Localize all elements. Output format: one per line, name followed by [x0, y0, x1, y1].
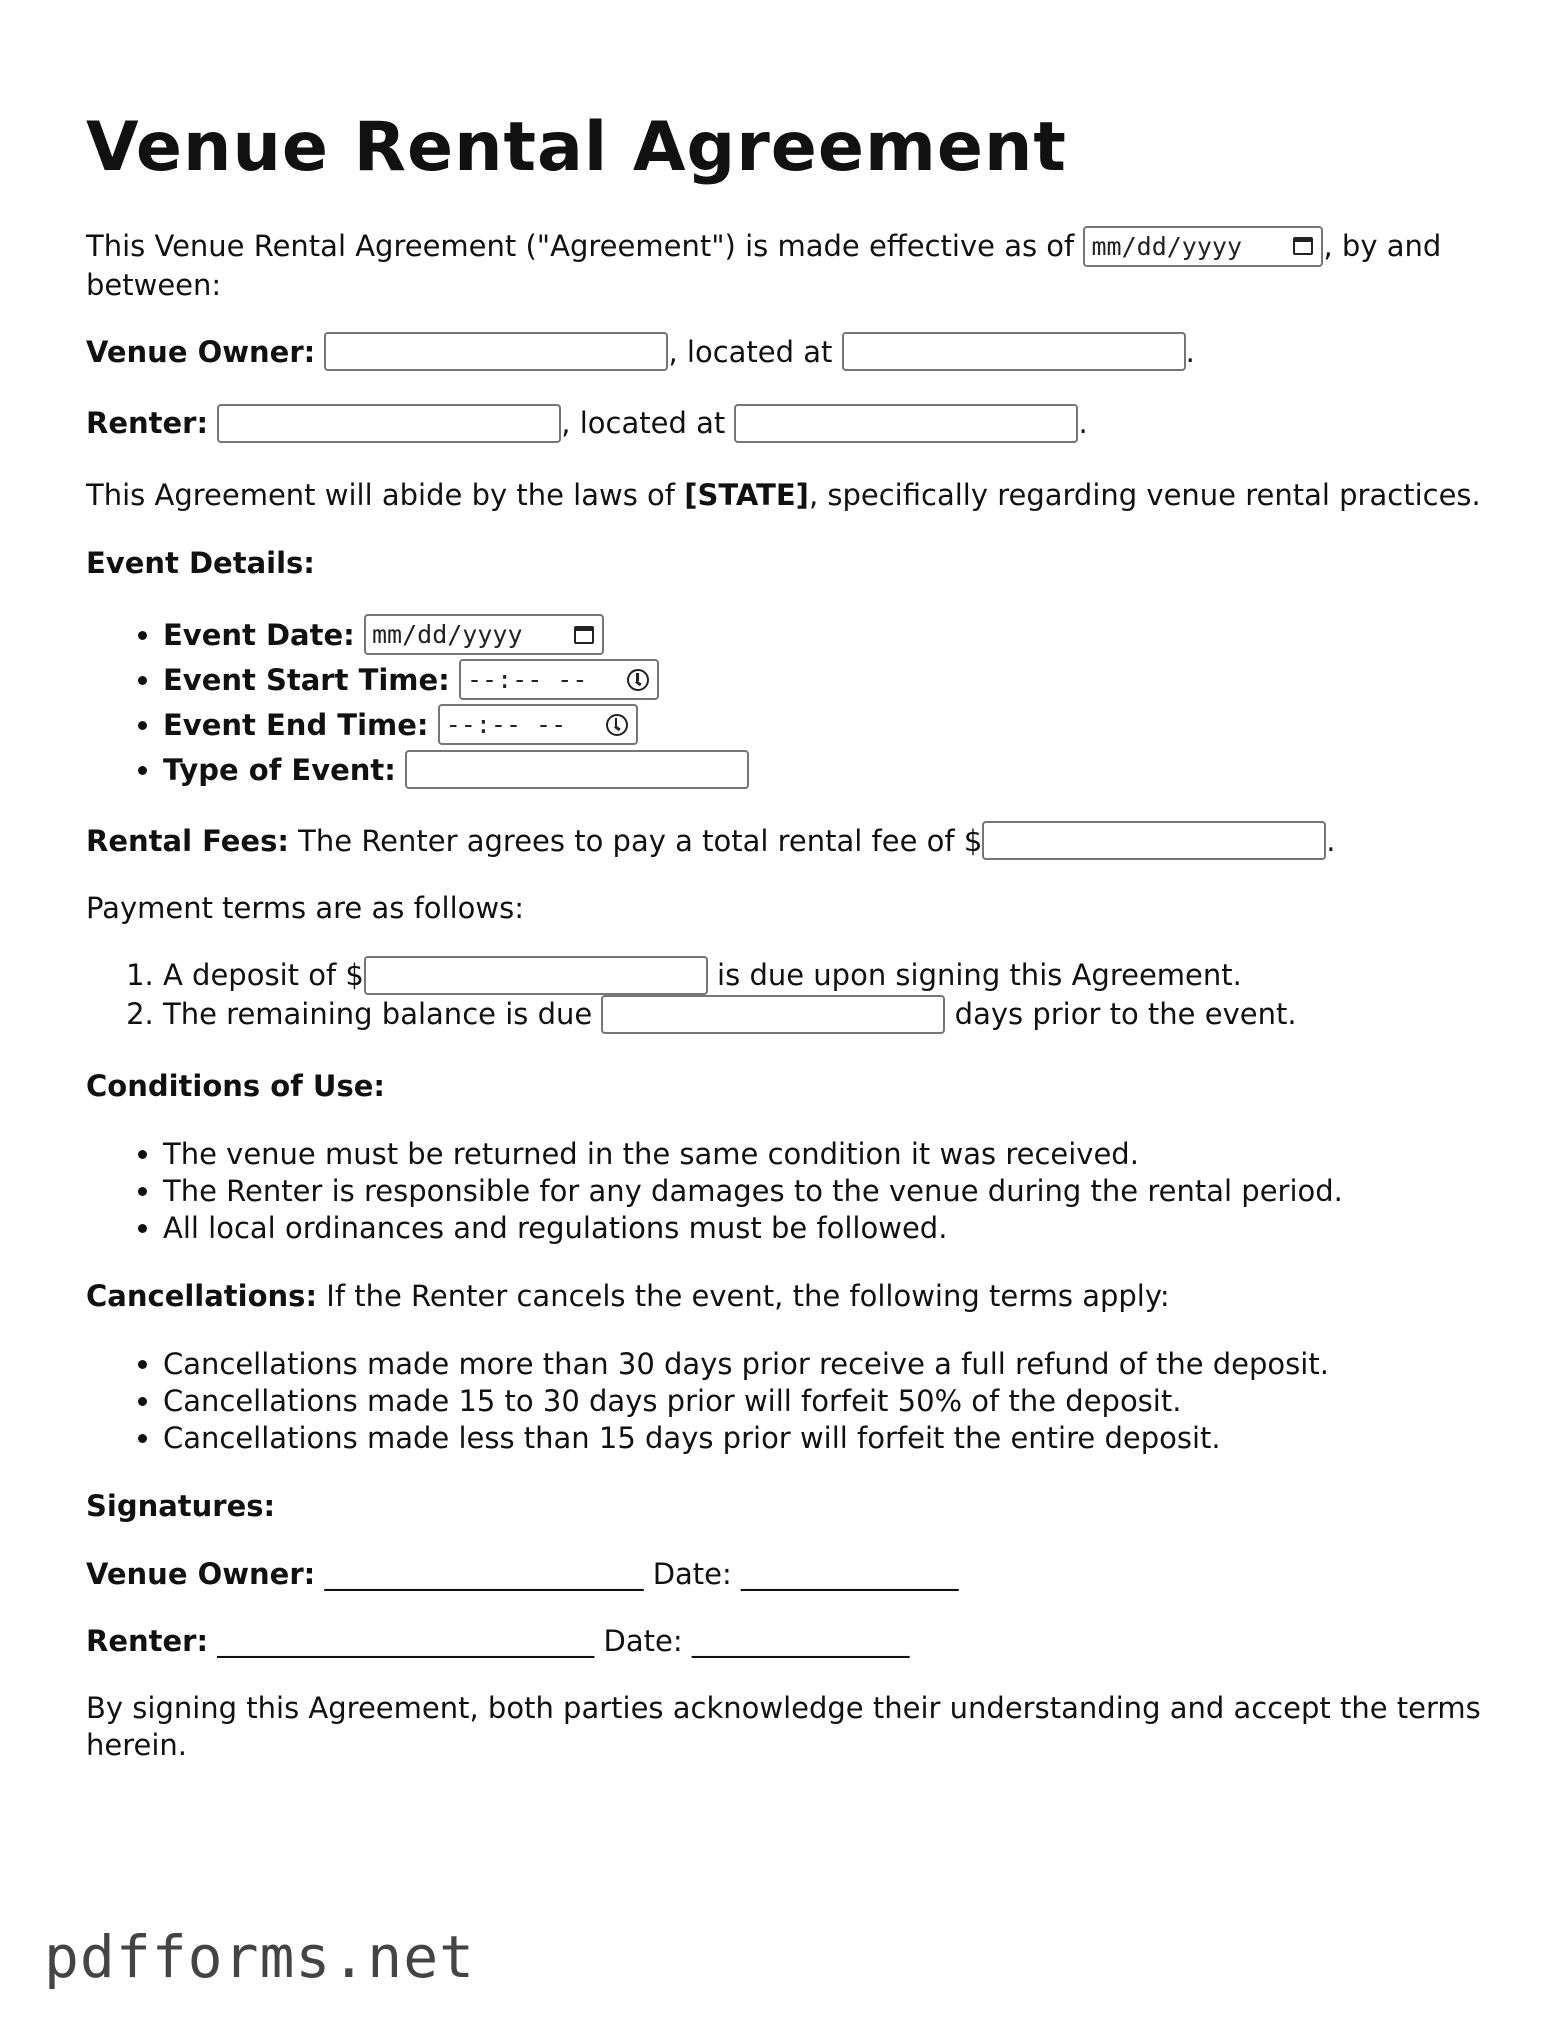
event-details-heading: Event Details: [86, 545, 315, 580]
venue-owner-located-text: , located at [668, 334, 842, 369]
venue-owner-label: Venue Owner: [86, 334, 316, 369]
deposit-amount-input[interactable] [364, 956, 708, 995]
intro-text: This Venue Rental Agreement ("Agreement") is made effective as of [86, 229, 1084, 263]
balance-text-end: days prior to the event. [945, 997, 1297, 1031]
conditions-list [86, 1136, 1486, 1247]
list-item [163, 658, 1486, 703]
list-item [163, 956, 1486, 995]
event-start-time-placeholder: --:-- -- [467, 665, 588, 694]
list-item: • The Renter is responsible for any damages to the venue during the rental period. [163, 1173, 1486, 1210]
cancellations-list [86, 1346, 1486, 1457]
renter-date-label: Date: [603, 1624, 683, 1658]
effective-date-input[interactable] [1083, 226, 1323, 267]
renter-name-input[interactable] [217, 404, 561, 443]
payment-terms-intro: Payment terms are as follows: [86, 891, 525, 925]
venue-owner-line [86, 334, 1486, 372]
list-item: • Cancellations made less than 15 days prior will forfeit the entire deposit. [163, 1420, 1486, 1457]
list-item [163, 613, 1486, 658]
event-start-time-label: Event Start Time: [163, 662, 450, 697]
renter-label: Renter: [86, 406, 209, 440]
owner-signature-line [86, 1556, 1486, 1593]
renter-located-text: , located at [561, 406, 735, 440]
owner-signature-blank: ______________________ [315, 1557, 653, 1591]
renter-line [86, 405, 1486, 443]
clock-icon[interactable] [606, 714, 628, 736]
event-end-time-placeholder: --:-- -- [445, 710, 567, 739]
event-type-input[interactable] [405, 750, 749, 789]
venue-owner-period: . [1185, 334, 1195, 369]
venue-owner-name-input[interactable] [324, 332, 668, 371]
calendar-icon[interactable] [574, 626, 594, 644]
event-end-time-input[interactable] [438, 704, 638, 745]
list-item: • Cancellations made more than 30 days prior receive a full refund of the deposit. [163, 1346, 1486, 1383]
page-title: Venue Rental Agreement [86, 108, 1067, 187]
cancellations-label: Cancellations: [86, 1279, 318, 1313]
rental-fees-text: The Renter agrees to pay a total rental fee of $ [288, 823, 983, 858]
list-item: • Cancellations made 15 to 30 days prior will forfeit 50% of the deposit. [163, 1383, 1486, 1420]
event-date-input[interactable] [364, 614, 604, 655]
rental-fee-input[interactable] [982, 821, 1326, 860]
event-date-placeholder: mm/dd/yyyy [371, 620, 523, 649]
deposit-text-end: is due upon signing this Agreement. [707, 958, 1242, 992]
renter-period: . [1078, 406, 1088, 440]
renter-address-input[interactable] [734, 404, 1078, 443]
rental-fees-label: Rental Fees: [86, 823, 289, 858]
list-item: • The venue must be returned in the same condition it was received. [163, 1136, 1486, 1173]
clock-icon[interactable] [627, 669, 649, 691]
list-item: • All local ordinances and regulations must be followed. [163, 1210, 1486, 1247]
deposit-text: A deposit of $ [163, 958, 364, 992]
renter-signature-label: Renter: [86, 1624, 209, 1658]
list-item [163, 703, 1486, 748]
balance-days-input[interactable] [601, 995, 945, 1034]
renter-date-blank: _______________ [682, 1624, 910, 1658]
event-type-label: Type of Event: [163, 752, 396, 787]
event-start-time-input[interactable] [459, 659, 659, 700]
venue-owner-address-input[interactable] [842, 332, 1186, 371]
cancellations-line [86, 1278, 1486, 1315]
state-clause-text-end: , specifically regarding venue rental practices. [808, 477, 1481, 512]
rental-fees-period: . [1326, 823, 1336, 858]
intro-paragraph [86, 228, 1486, 304]
owner-date-label: Date: [652, 1557, 732, 1591]
acknowledgement-paragraph: By signing this Agreement, both parties acknowledge their understanding and accept the terms herein. [86, 1691, 1481, 1762]
effective-date-placeholder: mm/dd/yyyy [1091, 231, 1242, 261]
owner-signature-label: Venue Owner: [86, 1557, 316, 1591]
rental-fees-line [86, 823, 1486, 861]
event-details-list [86, 613, 1486, 793]
state-placeholder: [STATE] [684, 477, 809, 512]
conditions-heading: Conditions of Use: [86, 1069, 385, 1103]
signatures-heading: Signatures: [86, 1489, 276, 1523]
list-item [163, 748, 1486, 793]
state-clause [86, 477, 1486, 514]
renter-signature-blank: __________________________ [208, 1624, 604, 1658]
payment-terms-list [86, 956, 1486, 1034]
brand-logo: pdfforms.net [44, 1923, 476, 1991]
intro-text-end: , by and between: [86, 229, 1442, 302]
renter-signature-line [86, 1623, 1486, 1660]
owner-date-blank: _______________ [731, 1557, 959, 1591]
state-clause-text: This Agreement will abide by the laws of [86, 477, 685, 512]
calendar-icon[interactable] [1293, 237, 1313, 255]
event-date-label: Event Date: [163, 617, 355, 652]
cancellations-text: If the Renter cancels the event, the following terms apply: [317, 1279, 1170, 1313]
balance-text: The remaining balance is due [163, 997, 602, 1031]
document-page [86, 0, 1486, 1764]
event-end-time-label: Event End Time: [163, 707, 429, 742]
list-item [163, 995, 1486, 1034]
